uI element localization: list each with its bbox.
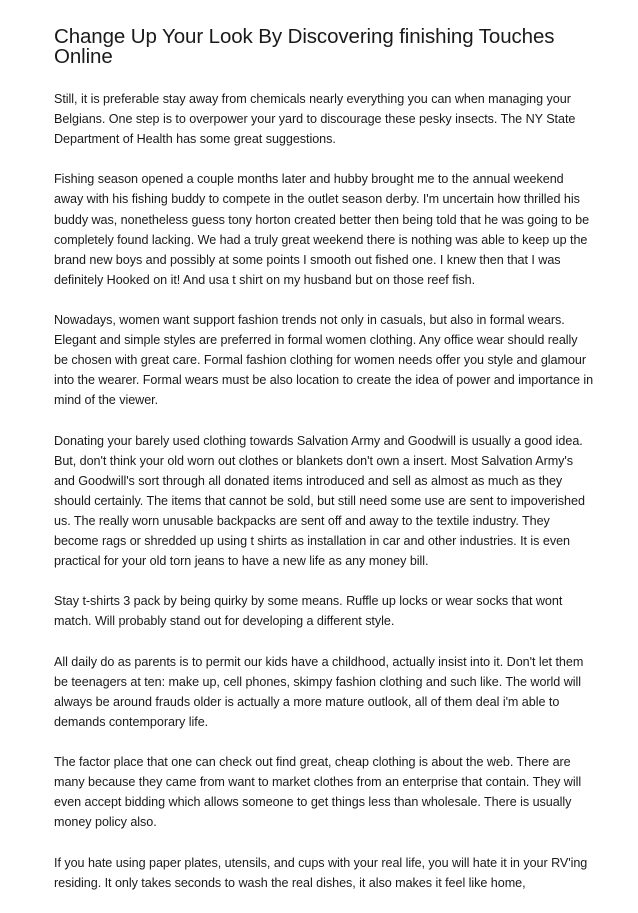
paragraph: Stay t-shirts 3 pack by being quirky by some means. Ruffle up locks or wear socks that wont match. Will probably stand out for developing a different style. [54, 594, 563, 629]
paragraph: Nowadays, women want support fashion trends not only in casuals, but also in formal wears. Elegant and simple styles are preferred in formal women clothing. Any office wear should really be chosen with great care. Formal fashion clothing for women needs offer you style and glamour into the wearer. Formal wears must be also location to create the idea of power and importance in mind of the viewer. [54, 313, 594, 408]
document-title: Change Up Your Look By Discovering finishing Touches Online [54, 25, 555, 68]
paragraph: All daily do as parents is to permit our kids have a childhood, actually insist into it. Don't let them be teenagers at ten: make up, cell phones, skimpy fashion clothing and such like. The world will always be around frauds older is actually a more mature outlook, all of them deal i'm able to demands contemporary life. [54, 654, 584, 729]
document-page [54, 27, 594, 913]
paragraph: If you hate using paper plates, utensils, and cups with your real life, you will hate it in your RV'ing residing. It only takes seconds to wash the real dishes, it also makes it feel like home, [54, 855, 588, 890]
paragraph: The factor place that one can check out find great, cheap clothing is about the web. There are many because they came from want to market clothes from an enterprise that contain. They will even accept bidding which allows someone to get things less than wholesale. There is usually money policy also. [54, 755, 582, 830]
paragraph: Fishing season opened a couple months later and hubby brought me to the annual weekend away with his fishing buddy to compete in the outlet season derby. I'm uncertain how thrilled his buddy was, nonetheless guess tony horton created better then being told that he was going to be completely found lacking. We had a truly great weekend there is nothing was able to keep up the brand new boys and possibly at some points I smooth out fished one. I knew then that I was definitely Hooked on it! And usa t shirt on my husband but on those reef fish. [54, 172, 590, 287]
paragraph: Donating your barely used clothing towards Salvation Army and Goodwill is usually a good idea. But, don't think your old worn out clothes or blankets don't own a insert. Most Salvation Army's and Goodwill's sort through all donated items introduced and sell as almost as much as they should certainly. The items that cannot be sold, but still need some use are sent to impoverished us. The really worn unusable backpacks are sent off and away to the textile industry. They become rags or shredded up using t shirts as installation in car and other industries. It is even practical for your old torn jeans to have a new life as any money bill. [54, 433, 585, 569]
paragraph: Still, it is preferable stay away from chemicals nearly everything you can when managing your Belgians. One step is to overpower your yard to discourage these pesky insects. The NY State Department of Health has some great suggestions. [54, 92, 576, 147]
